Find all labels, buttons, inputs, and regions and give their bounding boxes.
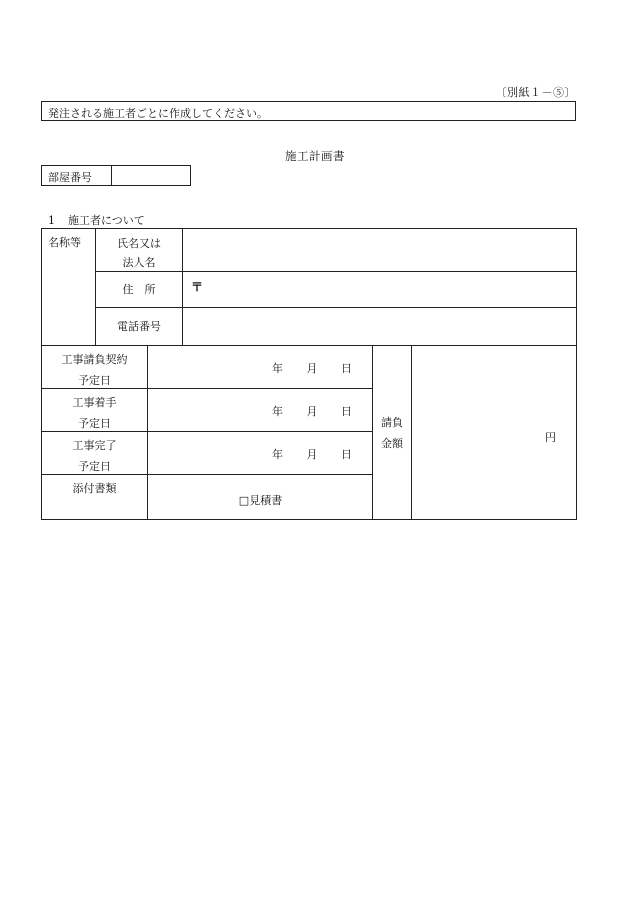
contract-date-label-line2: 予定日 xyxy=(78,374,111,387)
room-number-field[interactable] xyxy=(112,166,190,185)
month-unit: 月 xyxy=(306,448,318,461)
name-label-line1: 氏名又は xyxy=(117,237,161,250)
section-1-heading xyxy=(48,212,145,228)
contractor-table xyxy=(41,228,577,346)
room-number-box xyxy=(41,165,191,186)
contract-amount-label-line2: 金額 xyxy=(381,436,403,450)
start-date-label-line2: 予定日 xyxy=(78,417,111,430)
address-row xyxy=(96,272,576,308)
date-units xyxy=(272,446,352,462)
yen-unit: 円 xyxy=(545,431,556,444)
start-date-label xyxy=(42,389,148,431)
contract-amount-field[interactable] xyxy=(412,346,576,519)
address-field[interactable] xyxy=(206,272,576,307)
section-number: 1 xyxy=(48,214,55,227)
name-row xyxy=(96,229,576,272)
start-date-field[interactable] xyxy=(148,389,373,431)
estimate-checkbox[interactable]: □見積書 xyxy=(238,494,283,507)
name-label-line2: 法人名 xyxy=(122,256,156,269)
name-label xyxy=(96,229,183,271)
date-units xyxy=(272,403,352,419)
postal-mark-icon: 〒 xyxy=(191,280,204,294)
day-unit: 日 xyxy=(341,362,352,375)
finish-date-field[interactable] xyxy=(148,432,373,474)
contract-date-row xyxy=(42,346,373,389)
year-unit: 年 xyxy=(272,405,283,418)
name-field[interactable] xyxy=(183,229,576,271)
finish-date-label-line1: 工事完了 xyxy=(72,439,117,452)
start-date-label-line1: 工事着手 xyxy=(72,396,117,409)
attachments-row xyxy=(42,475,373,520)
instruction-text: 発注される施工者ごとに作成してください。 xyxy=(48,107,268,120)
finish-date-row xyxy=(42,432,373,475)
phone-row xyxy=(96,308,576,345)
phone-label: 電話番号 xyxy=(96,308,183,345)
contract-amount-label xyxy=(372,346,412,519)
day-unit: 日 xyxy=(341,448,352,461)
contract-amount-label-line1: 請負 xyxy=(381,415,403,429)
day-unit: 日 xyxy=(341,405,352,418)
contract-date-label-line1: 工事請負契約 xyxy=(61,353,128,366)
name-group-label: 名称等 xyxy=(42,229,96,345)
contract-date-field[interactable] xyxy=(148,346,373,388)
address-label: 住 所 xyxy=(96,272,183,307)
finish-date-label-line2: 予定日 xyxy=(78,460,111,473)
attachments-field xyxy=(148,475,373,520)
year-unit: 年 xyxy=(272,362,283,375)
attachments-label: 添付書類 xyxy=(42,475,148,520)
instruction-box xyxy=(41,101,576,121)
year-unit: 年 xyxy=(272,448,283,461)
schedule-table xyxy=(41,346,577,520)
annex-label: 〔別紙１－⑤〕 xyxy=(495,86,576,99)
start-date-row xyxy=(42,389,373,432)
document-title: 施工計画書 xyxy=(285,149,345,163)
date-units xyxy=(272,360,352,376)
phone-field[interactable] xyxy=(183,308,576,345)
room-number-label: 部屋番号 xyxy=(42,166,112,185)
section-title: 施工者について xyxy=(68,214,145,227)
contract-date-label xyxy=(42,346,148,388)
month-unit: 月 xyxy=(306,362,318,375)
month-unit: 月 xyxy=(306,405,318,418)
finish-date-label xyxy=(42,432,148,474)
